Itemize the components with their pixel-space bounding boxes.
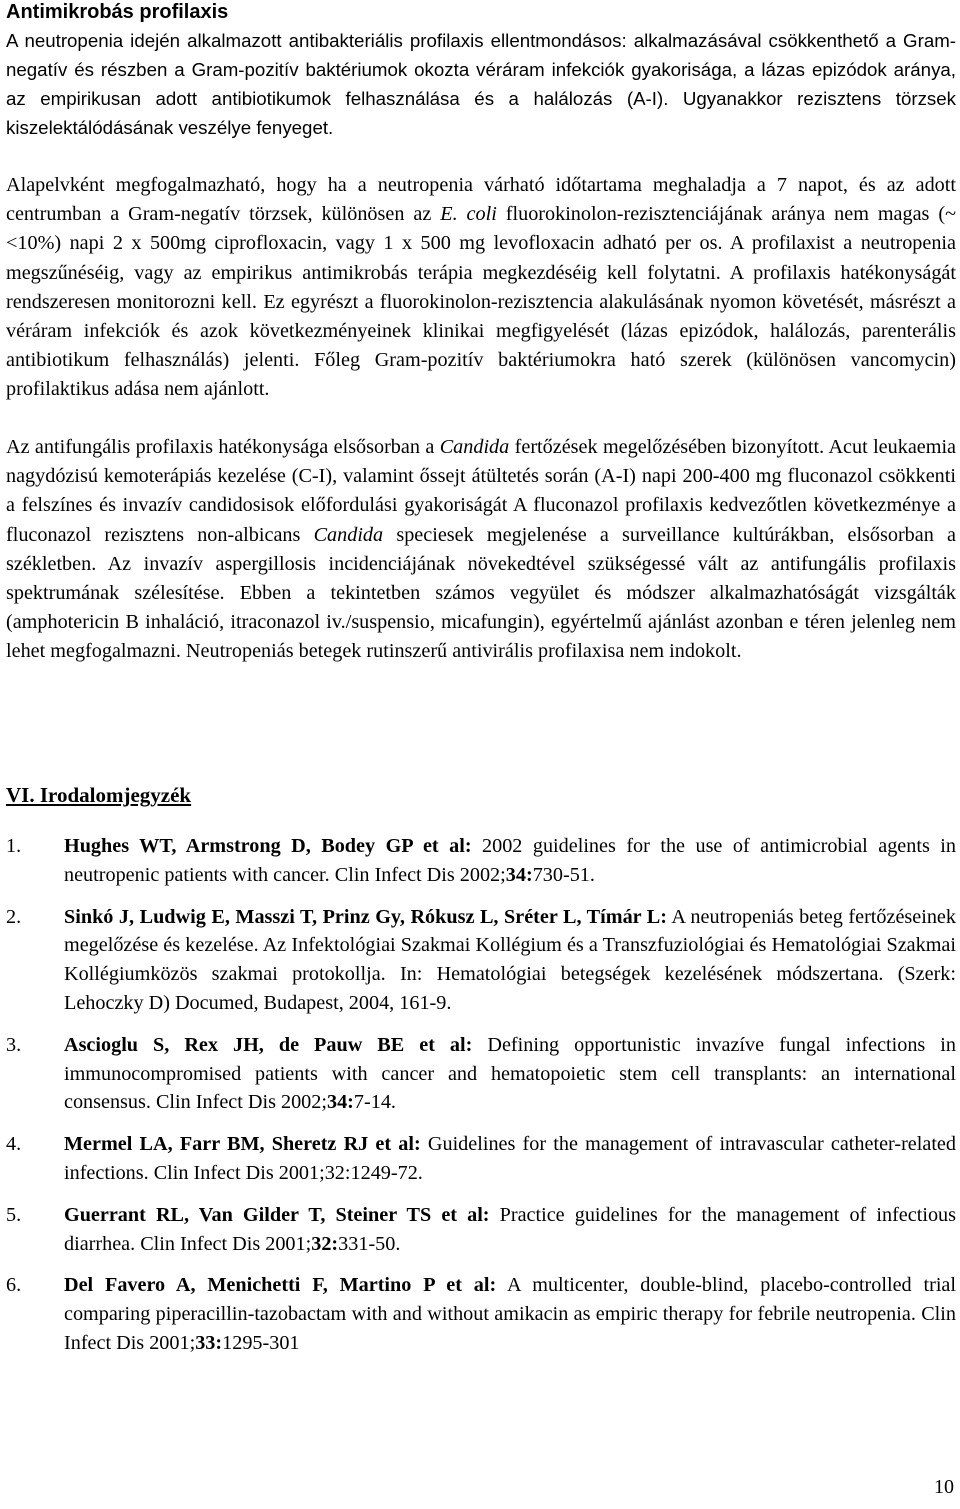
italic-term: Candida — [439, 436, 510, 458]
reference-list — [0, 832, 960, 1371]
reference-authors: Sinkó J, Ludwig E, Masszi T, Prinz Gy, Rókusz L, Sréter L, Tímár L: — [64, 905, 667, 928]
reference-item — [0, 1201, 956, 1259]
reference-item — [0, 1130, 956, 1188]
reference-pages: 1295-301 — [222, 1331, 300, 1354]
paragraph-text: fertőzések megelőzésében bizonyított. Acut leukaemia nagydózisú kemoterápiás kezelése (C-I), valamint őssejt átültetés során (A-I) napi 200-400 mg fluconazol csökkenti a felszínes és invazív candidosisok előfordulási gyakoriságát A fluconazol profilaxis kedvezőtlen következménye a fluconazol rezisztens non-albicans — [6, 436, 957, 546]
reference-volume: 34: — [505, 863, 533, 886]
reference-number: 2. — [6, 905, 22, 928]
reference-authors: Ascioglu S, Rex JH, de Pauw BE et al: — [64, 1033, 473, 1056]
reference-pages: 7-14. — [353, 1091, 396, 1114]
reference-number: 6. — [6, 1274, 22, 1297]
reference-authors: Mermel LA, Farr BM, Sheretz RJ et al: — [64, 1133, 421, 1156]
paragraph-text: A neutropenia idején alkalmazott antibakteriális profilaxis ellentmondásos: alkalmazásával csökkenthető a Gram-negatív és részben a Gram-pozitív baktériumok okozta véráram infekciók gyakorisága, a lázas epizódok aránya, az empirikusan adott antibiotikumok felhasználása és a halálozás (A-I). Ugyanakkor rezisztens törzsek kiszelektálódásának veszélye fenyeget. — [6, 30, 956, 138]
page-number: 10 — [934, 1476, 954, 1498]
reference-pages: 730-51. — [532, 863, 595, 886]
reference-item — [0, 832, 956, 890]
reference-number: 4. — [6, 1133, 22, 1156]
reference-text: Guidelines for the management of intravascular catheter-related infections. Clin Infect Dis 2001;32:1249-72. — [64, 1133, 956, 1184]
reference-number: 5. — [6, 1203, 22, 1226]
paragraph-text: A profilaxist a neutropenia megszűnéséig, vagy az empirikus antimikrobás terápia megkezdéséig kell folytatni. A profilaxis hatékonyságát rendszeresen monitorozni kell. Ez egyrészt a fluorokinolon-rezisztencia alakulásának nyomon követését, másrészt a véráram infekciók és azok következményeinek klinikai megfigyelését (lázas epizódok, halálozás, parenterális antibiotikum felhasználás) jelenti. Főleg Gram-pozitív baktériumokra ható szerek (különösen vancomycin) profilaktikus adása nem ajánlott. — [6, 232, 957, 401]
paragraph-text: speciesek megjelenése a surveillance kultúrákban, elsősorban a székletben. Az invazív aspergillosis incidenciájának növekedtével szükségessé vált az antifungális profilaxis spektrumának szélesítése. Ebben a tekintetben számos vegyület és módszer alkalmazhatóságát vizsgálták (amphotericin B inhaláció, itraconazol iv./suspensio, micafungin), egyértelmű ajánlást azonban e téren jelenleg nem lehet megfogalmazni. Neutropeniás betegek rutinszerű antivirális profilaxisa nem indokolt. — [6, 523, 956, 663]
reference-text: A multicenter, double-blind, placebo-controlled trial comparing piperacillin-tazobactam with and without amikacin as empiric therapy for febrile neutropenia. Clin Infect Dis 2001; — [64, 1274, 956, 1354]
paragraph-text: Alapelvként megfogalmazható, hogy ha a neutropenia várható időtartama meghaladja a 7 napot, és az adott centrumban a Gram-negatív törzsek, különösen az — [6, 174, 956, 226]
reference-text: 2002 guidelines for the use of antimicrobial agents in neutropenic patients with cancer. Clin Infect Dis 2002; — [64, 835, 956, 886]
reference-volume: 34: — [326, 1091, 354, 1114]
reference-pages: 331-50. — [338, 1232, 401, 1255]
paragraph-antibacterial-cont — [6, 171, 956, 405]
reference-authors: Hughes WT, Armstrong D, Bodey GP et al: — [64, 835, 472, 857]
reference-number: 1. — [6, 835, 22, 857]
paragraph-antifungal — [6, 433, 956, 667]
reference-volume: 33: — [195, 1331, 223, 1354]
reference-item — [0, 903, 956, 1018]
reference-authors: Del Favero A, Menichetti F, Martino P et al: — [64, 1274, 497, 1297]
reference-volume: 32: — [311, 1232, 339, 1255]
reference-authors: Guerrant RL, Van Gilder T, Steiner TS et al: — [64, 1203, 490, 1226]
reference-item — [0, 1031, 956, 1117]
reference-item — [0, 1271, 956, 1357]
paragraph-text: Az antifungális profilaxis hatékonysága elsősorban a — [6, 436, 435, 458]
reference-text: A neutropeniás beteg fertőzéseinek megelőzése és kezelése. Az Infektológiai Szakmai Kollégium és a Transzfuziológiai és Hematológiai Szakmai Kollégiumközös szakmai protokollja. In: Hematológiai betegségek kezelésének módszertana. (Szerk: Lehoczky D) Documed, Budapest, 2004, 161-9. — [64, 905, 956, 1014]
references-heading: VI. Irodalomjegyzék — [6, 783, 192, 807]
reference-number: 3. — [6, 1033, 22, 1056]
section-title: Antimikrobás profilaxis — [6, 1, 229, 23]
paragraph-antibacterial — [6, 26, 956, 142]
italic-term: E. coli — [440, 203, 497, 226]
italic-term: Candida — [313, 523, 384, 546]
reference-text: Practice guidelines for the management of infectious diarrhea. Clin Infect Dis 2001; — [64, 1203, 956, 1255]
reference-text: Defining opportunistic invazíve fungal infections in immunocompromised patients with cancer and hematopoietic stem cell transplants: an international consensus. Clin Infect Dis 2002; — [64, 1033, 957, 1114]
paragraph-text: fluorokinolon-rezisztenciájának aránya nem magas (~<10%) napi 2 x 500mg ciprofloxacin, vagy 1 x 500 mg levofloxacin adható per os. — [6, 203, 956, 255]
